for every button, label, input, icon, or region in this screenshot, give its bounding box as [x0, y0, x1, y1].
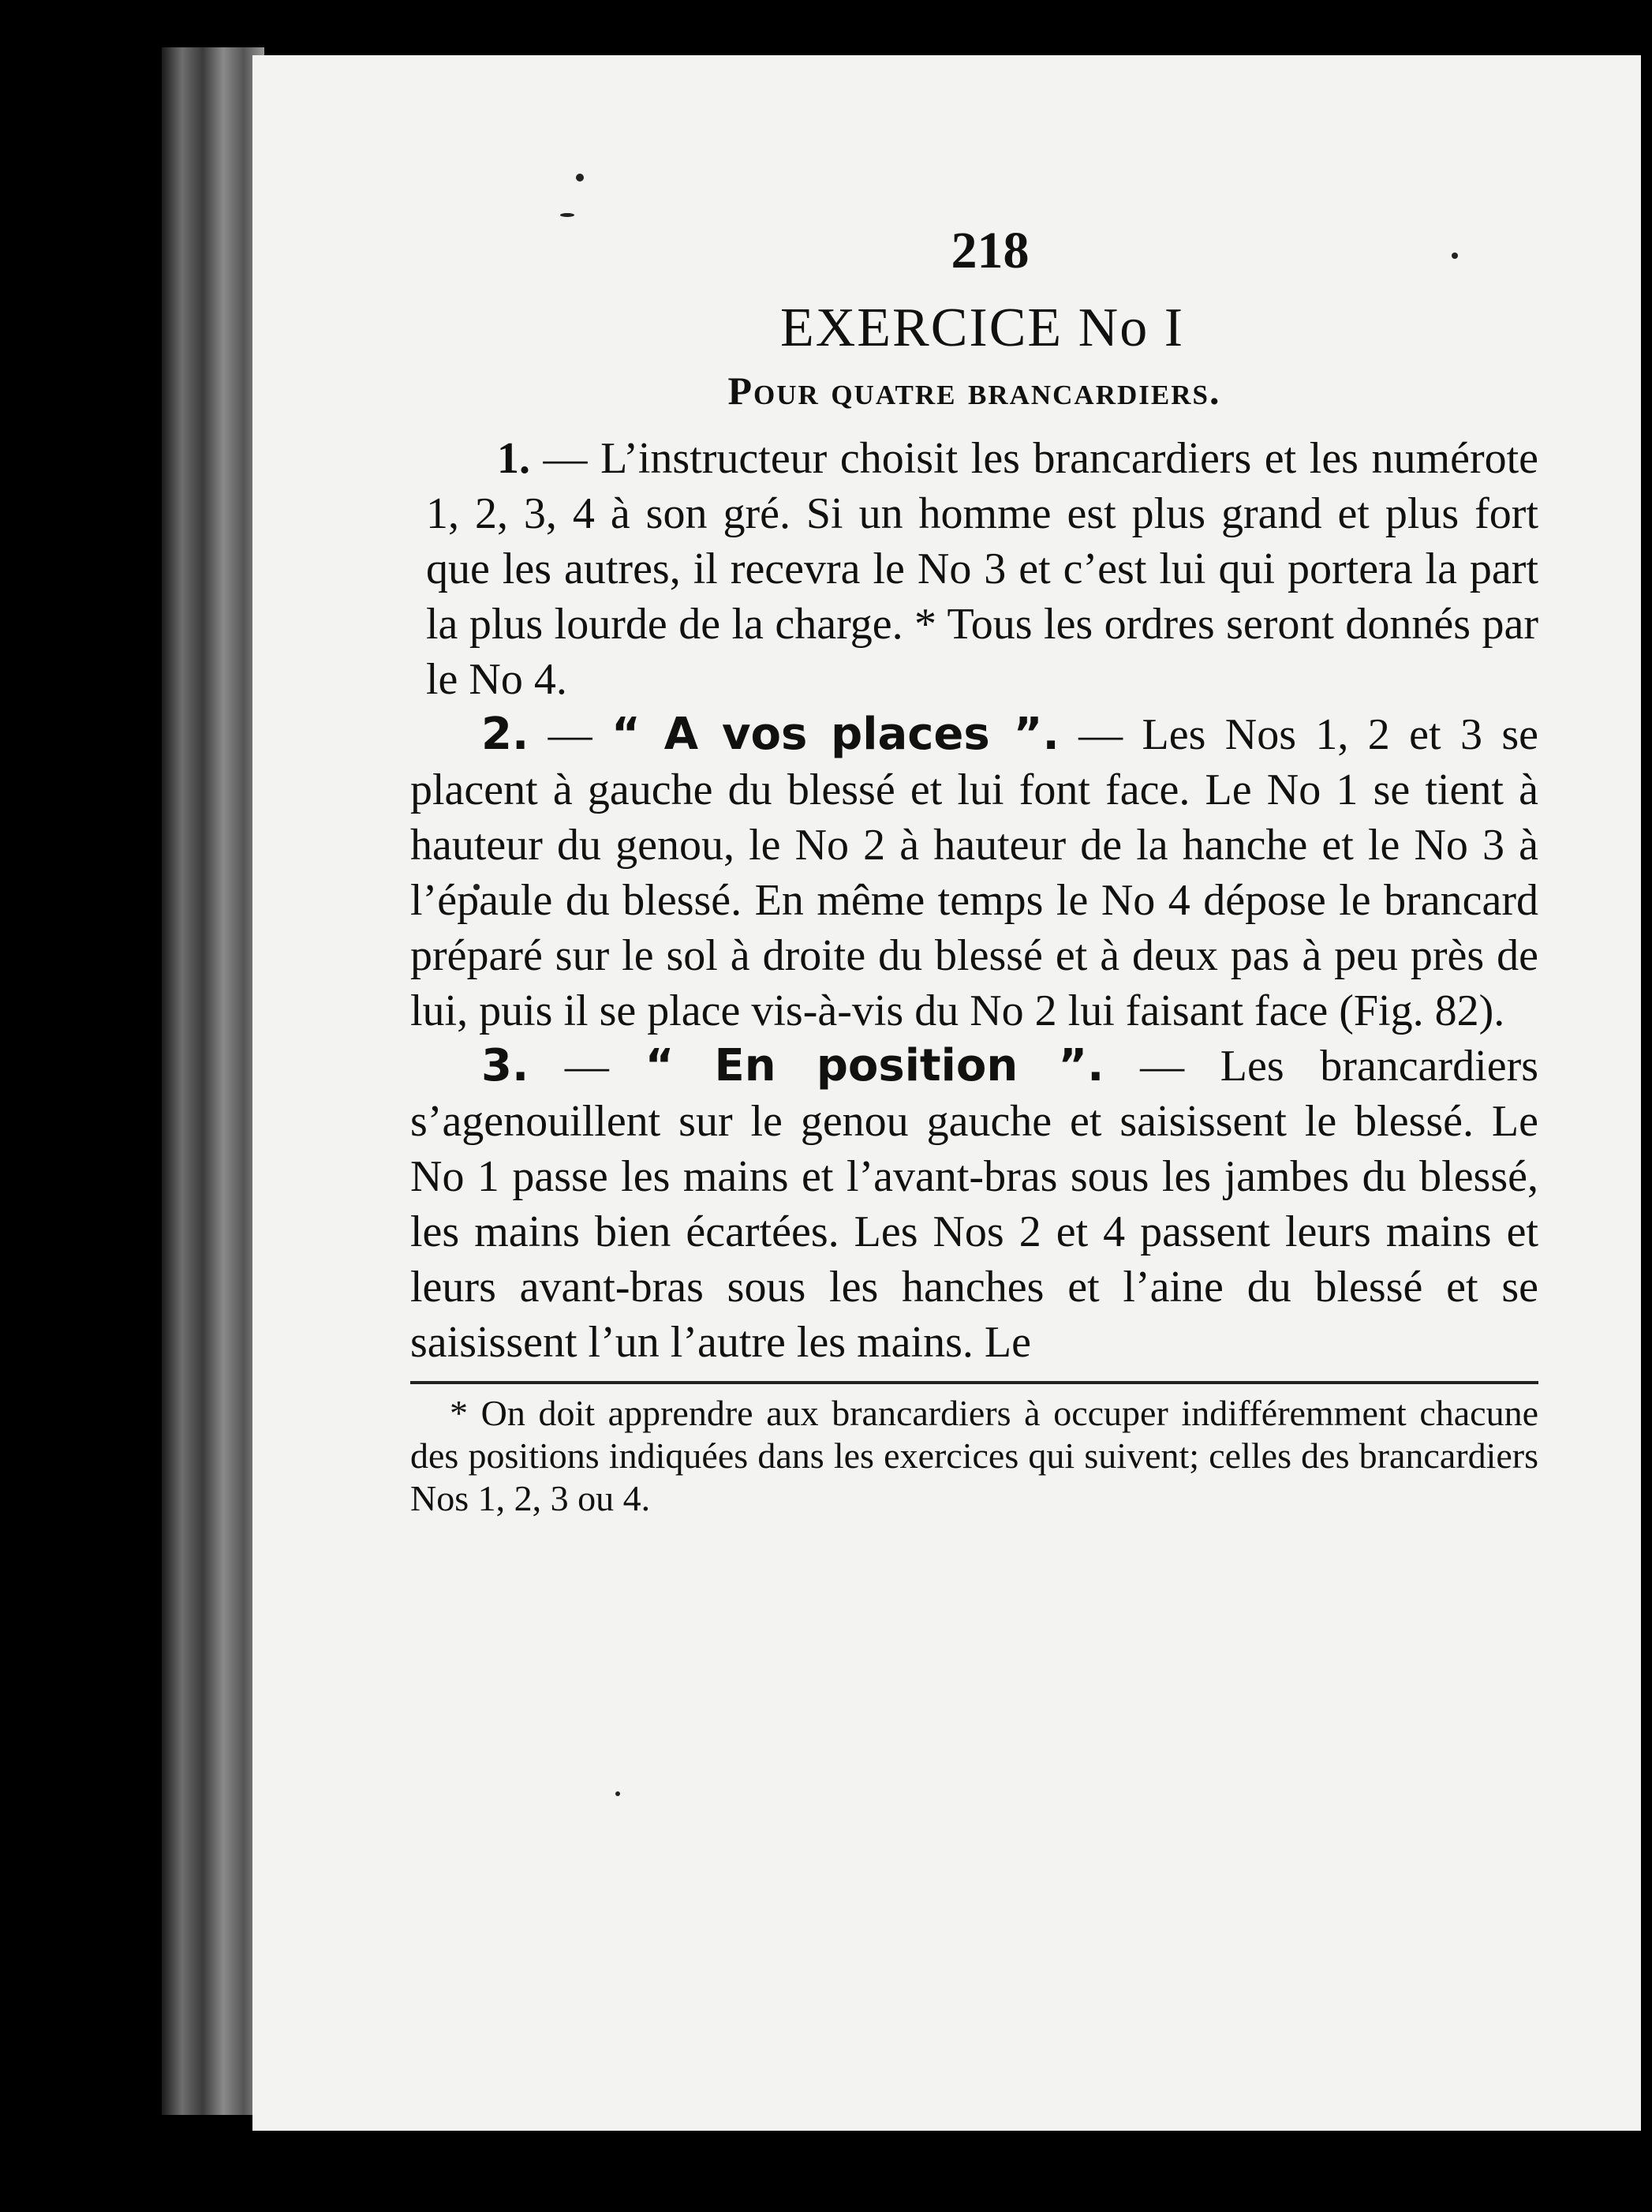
paragraph-number: 3. — [481, 1040, 529, 1091]
footnote-divider — [410, 1381, 1538, 1384]
paragraph-dash: — — [530, 434, 601, 483]
paragraph-command: “ En position ”. — [645, 1040, 1104, 1091]
paragraph-number: 2. — [481, 709, 529, 760]
page-content — [410, 221, 1538, 1520]
page-subtitle: Pour quatre brancardiers. — [727, 369, 1221, 413]
footnote: * On doit apprendre aux brancardiers à occuper indifféremment chacune des positions indiquées dans les exercices qui suivent; celles des brancardiers Nos 1, 2, 3 ou 4. — [410, 1393, 1538, 1518]
paragraph-2 — [410, 707, 1538, 1039]
book-page-edge — [162, 47, 264, 2115]
ink-speck — [576, 174, 584, 182]
paragraph-text: L’instructeur choisit les brancardiers et les numérote 1, 2, 3, 4 à son gré. Si un homme est plus grand et plus fort que les autres, il recevra le No 3 et c’est lui qui portera la part la plus lourde de la charge. * Tous les ordres seront donnés par le No 4. — [426, 434, 1539, 704]
paragraph-number: 1. — [497, 434, 530, 483]
ink-speck — [560, 213, 574, 217]
paragraph-dash: — — [529, 710, 612, 759]
paragraph-dash: — — [529, 1042, 645, 1091]
paragraph-command: “ A vos places ”. — [611, 709, 1060, 760]
paragraph-3 — [410, 1039, 1538, 1370]
paragraph-1 — [426, 431, 1538, 707]
paragraph-text: — Les Nos 1, 2 et 3 se placent à gauche du blessé et lui font face. Le No 1 se tient à hauteur du genou, le No 2 à hauteur de la hanche et le No 3 à l’épaule du blessé. En même temps le No 4 dépose le brancard préparé sur le sol à droite du blessé et à deux pas à peu près de lui, puis il se place vis-à-vis du No 2 lui faisant face (Fig. 82). — [410, 710, 1539, 1035]
page-title: EXERCICE No I — [779, 298, 1185, 358]
page-number: 218 — [951, 222, 1030, 279]
ink-speck — [615, 1791, 620, 1796]
paragraph-text: — Les brancardiers s’agenouillent sur le genou gauche et saisissent le blessé. Le No 1 passe les mains et l’avant-bras sous les jambes du blessé, les mains bien écartées. Les Nos 2 et 4 passent leurs mains et leurs avant-bras sous les hanches et l’aine du blessé et se saisissent l’un l’autre les mains. Le — [410, 1042, 1539, 1367]
